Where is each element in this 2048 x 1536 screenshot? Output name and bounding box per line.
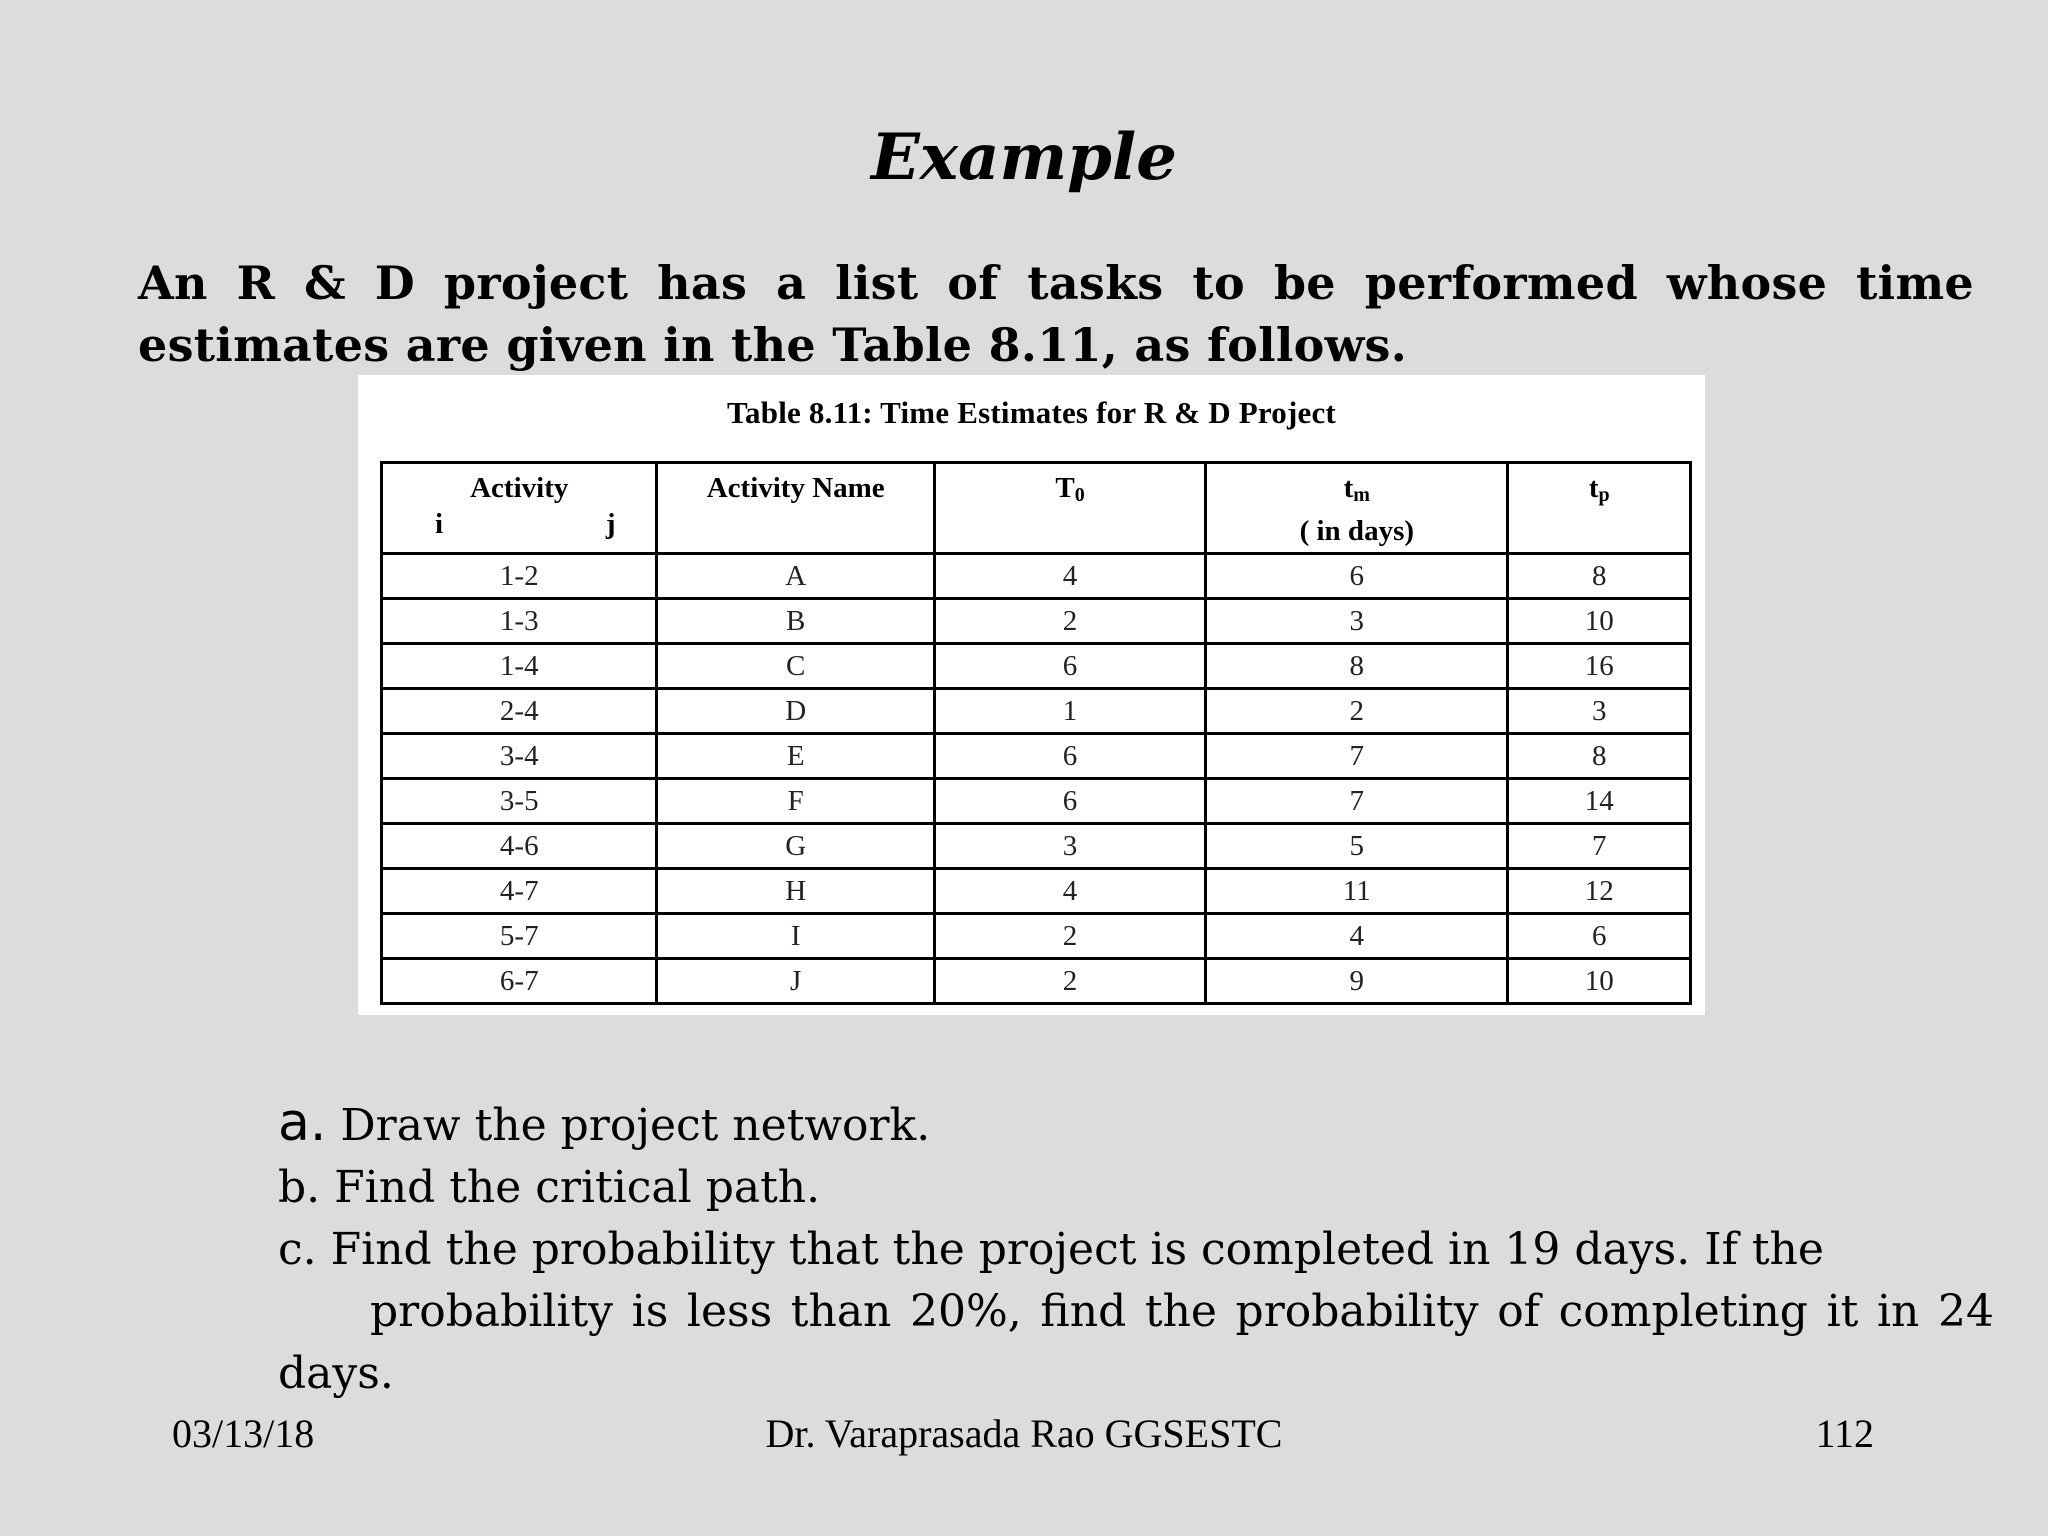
cell-tm: 4	[1206, 914, 1508, 959]
cell-tm: 8	[1206, 644, 1508, 689]
footer-page-number: 112	[1815, 1411, 1874, 1456]
table-row	[382, 959, 1691, 1004]
header-tm-main: t	[1343, 472, 1354, 504]
question-a-letter: a.	[278, 1093, 327, 1153]
cell-activity: 3-4	[382, 734, 657, 779]
cell-activity: 1-2	[382, 554, 657, 599]
table-row	[382, 554, 1691, 599]
header-tp-main: t	[1588, 472, 1599, 504]
cell-tm: 11	[1206, 869, 1508, 914]
cell-activity-name: I	[657, 914, 934, 959]
cell-tp: 12	[1508, 869, 1691, 914]
cell-tp: 16	[1508, 644, 1691, 689]
table-row	[382, 599, 1691, 644]
cell-activity: 1-4	[382, 644, 657, 689]
table-row	[382, 644, 1691, 689]
table-caption: Table 8.11: Time Estimates for R & D Project	[727, 395, 1336, 430]
question-list	[278, 1092, 1994, 1405]
cell-t0: 2	[934, 914, 1205, 959]
cell-t0: 6	[934, 644, 1205, 689]
cell-activity-name: A	[657, 554, 934, 599]
header-activity-name: Activity Name	[657, 463, 934, 554]
cell-activity: 2-4	[382, 689, 657, 734]
header-i: i	[435, 508, 444, 540]
cell-tm: 7	[1206, 734, 1508, 779]
cell-tm: 5	[1206, 824, 1508, 869]
header-tp-sub: p	[1598, 484, 1610, 506]
header-activity-label: Activity	[470, 472, 569, 504]
cell-tp: 10	[1508, 959, 1691, 1004]
cell-tm: 9	[1206, 959, 1508, 1004]
cell-t0: 1	[934, 689, 1205, 734]
table-figure	[358, 375, 1705, 1015]
question-c-line1: c. Find the probability that the project is completed in 19 days. If the	[278, 1224, 1824, 1275]
intro-paragraph: An R & D project has a list of tasks to be performed whose time estimates are given in the Table 8.11, as follows.	[138, 256, 1974, 372]
slide-title: Example	[871, 120, 1177, 195]
cell-tp: 6	[1508, 914, 1691, 959]
cell-tp: 10	[1508, 599, 1691, 644]
question-b: b. Find the critical path.	[278, 1162, 821, 1213]
cell-tp: 7	[1508, 824, 1691, 869]
cell-activity: 4-7	[382, 869, 657, 914]
table-row	[382, 869, 1691, 914]
footer-date: 03/13/18	[172, 1411, 315, 1456]
header-t0	[934, 463, 1205, 554]
cell-tm: 6	[1206, 554, 1508, 599]
cell-t0: 4	[934, 554, 1205, 599]
cell-activity: 5-7	[382, 914, 657, 959]
cell-activity-name: F	[657, 779, 934, 824]
cell-activity: 1-3	[382, 599, 657, 644]
header-tm-unit: ( in days)	[1299, 515, 1415, 547]
header-j: j	[605, 508, 616, 540]
cell-t0: 3	[934, 824, 1205, 869]
cell-activity: 6-7	[382, 959, 657, 1004]
table-row	[382, 734, 1691, 779]
cell-activity-name: D	[657, 689, 934, 734]
cell-t0: 2	[934, 599, 1205, 644]
cell-activity: 4-6	[382, 824, 657, 869]
table-row	[382, 914, 1691, 959]
table-header-row	[382, 463, 1691, 554]
cell-t0: 6	[934, 734, 1205, 779]
footer-author: Dr. Varaprasada Rao GGSESTC	[765, 1411, 1283, 1456]
cell-t0: 4	[934, 869, 1205, 914]
cell-tp: 8	[1508, 554, 1691, 599]
question-c	[278, 1219, 1994, 1405]
cell-activity-name: H	[657, 869, 934, 914]
cell-tp: 8	[1508, 734, 1691, 779]
table-body	[382, 554, 1691, 1004]
cell-tp: 14	[1508, 779, 1691, 824]
cell-tp: 3	[1508, 689, 1691, 734]
table-row	[382, 689, 1691, 734]
cell-tm: 2	[1206, 689, 1508, 734]
cell-activity-name: C	[657, 644, 934, 689]
cell-t0: 2	[934, 959, 1205, 1004]
table-row	[382, 824, 1691, 869]
question-c-line2: probability is less than 20%, find the probability of completing it in 24	[370, 1286, 1994, 1337]
cell-activity-name: B	[657, 599, 934, 644]
cell-activity-name: E	[657, 734, 934, 779]
cell-activity-name: J	[657, 959, 934, 1004]
cell-activity-name: G	[657, 824, 934, 869]
table-row	[382, 779, 1691, 824]
cell-activity: 3-5	[382, 779, 657, 824]
question-c-line3: days.	[278, 1348, 394, 1399]
cell-tm: 3	[1206, 599, 1508, 644]
question-a	[278, 1092, 1994, 1157]
header-t0-sub: 0	[1074, 484, 1085, 506]
cell-t0: 6	[934, 779, 1205, 824]
header-tm	[1206, 463, 1508, 554]
header-t0-main: T	[1055, 472, 1075, 504]
header-tp	[1508, 463, 1691, 554]
time-estimates-table	[380, 461, 1692, 1005]
question-a-text: Draw the project network.	[326, 1100, 931, 1151]
header-activity	[382, 463, 657, 554]
header-tm-sub: m	[1353, 484, 1370, 506]
cell-tm: 7	[1206, 779, 1508, 824]
